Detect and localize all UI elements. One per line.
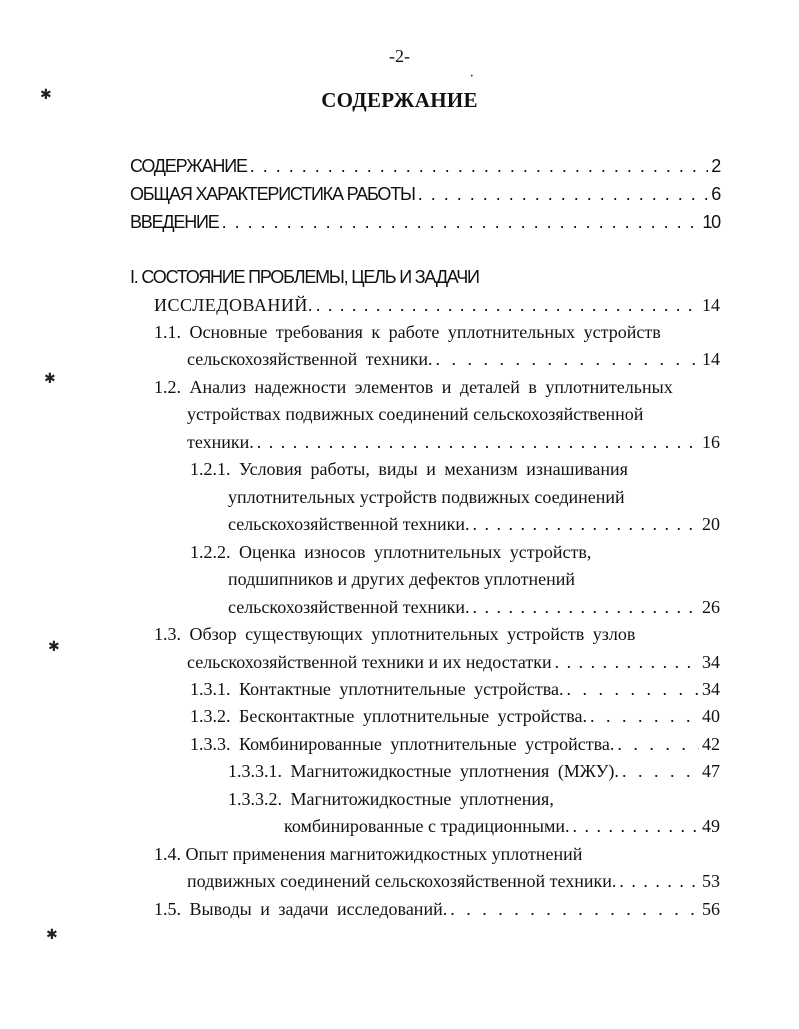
scan-speck-mark: ✱ <box>48 639 60 655</box>
toc-entry-title: сельскохозяйственной техники. <box>187 349 433 369</box>
dot-leader <box>418 181 708 207</box>
dot-leader <box>622 758 699 784</box>
dot-leader <box>257 429 699 455</box>
toc-entry-page: 14 <box>702 349 720 369</box>
page-title: СОДЕРЖАНИЕ <box>321 88 478 112</box>
dot-leader <box>316 292 699 318</box>
dot-leader <box>567 676 700 702</box>
toc-entry-title: СОДЕРЖАНИЕ <box>130 156 247 176</box>
toc-entry-general <box>130 181 720 207</box>
toc-entry-page: 2 <box>711 156 720 176</box>
toc-entry-page: 34 <box>702 652 720 672</box>
page-number: -2- <box>389 46 410 66</box>
toc-entry-title: ВВЕДЕНИЕ <box>130 212 219 232</box>
dot-leader <box>617 731 699 757</box>
toc-entry-title: 1.2. Анализ надежности элементов и деталей в уплотнительных <box>154 377 673 397</box>
toc-entry-title: подвижных соединений сельскохозяйственной техники. <box>187 871 617 891</box>
dot-leader <box>590 703 699 729</box>
toc-entry-title: 1.4. Опыт применения магнитожидкостных уплотнений <box>154 844 583 864</box>
toc-section-1-3-1 <box>190 676 720 702</box>
toc-entry-title: сельскохозяйственной техники. <box>228 597 470 617</box>
toc-entry-title: техники. <box>187 432 254 452</box>
toc-entry-page: 6 <box>711 184 720 204</box>
toc-section-1-1-cont <box>187 346 720 372</box>
toc-entry-title: комбинированные с традиционными. <box>284 816 570 836</box>
toc-section-1-2-2 <box>190 539 720 565</box>
toc-entry-title: 1.1. Основные требования к работе уплотнительных устройств <box>154 322 661 342</box>
toc-entry-title: ИССЛЕДОВАНИЙ. <box>154 295 313 315</box>
toc-entry-title: 1.3.3.1. Магнитожидкостные уплотнения (МЖУ). <box>228 761 619 781</box>
toc-section-1-1 <box>154 319 720 345</box>
toc-section-1-2-2-cont <box>228 594 720 620</box>
toc-entry-title: 1.3.3. Комбинированные уплотнительные устройства. <box>190 734 615 754</box>
toc-entry-title: 1.3. Обзор существующих уплотнительных устройств узлов <box>154 624 636 644</box>
toc-entry-page: 26 <box>702 597 720 617</box>
dot-leader <box>473 594 700 620</box>
toc-section-1-2-cont1 <box>187 401 720 427</box>
toc-section-1-4-cont <box>187 868 720 894</box>
dot-leader <box>573 813 699 839</box>
scan-dot-mark: • <box>470 73 474 80</box>
toc-section-1-3-3-1 <box>228 758 720 784</box>
toc-section-1-3-3-2-cont <box>284 813 720 839</box>
toc-section-1-5 <box>154 896 720 922</box>
toc-entry-page: 34 <box>702 679 720 699</box>
toc-section-1-3-2 <box>190 703 720 729</box>
dot-leader <box>436 346 700 372</box>
toc-chapter-1-title <box>130 264 720 290</box>
dot-leader <box>619 868 699 894</box>
toc-entry-page: 14 <box>702 295 720 315</box>
dot-leader <box>222 209 700 235</box>
toc-entry-page: 53 <box>702 871 720 891</box>
dot-leader <box>555 649 699 675</box>
toc-entry-title: сельскохозяйственной техники. <box>228 514 470 534</box>
toc-section-1-3 <box>154 621 720 647</box>
toc-entry-page: 47 <box>702 761 720 781</box>
toc-entry-title: 1.2.1. Условия работы, виды и механизм изнашивания <box>190 459 628 479</box>
scan-speck-mark: ✱ <box>40 87 52 103</box>
toc-entry-title: 1.5. Выводы и задачи исследований. <box>154 899 448 919</box>
dot-leader <box>473 511 700 537</box>
toc-section-1-4 <box>154 841 720 867</box>
toc-entry-title: 1.2.2. Оценка износов уплотнительных устройств, <box>190 542 592 562</box>
toc-entry-title: 1.3.3.2. Магнитожидкостные уплотнения, <box>228 789 554 809</box>
toc-entry-page: 16 <box>702 432 720 452</box>
toc-entry-page: 20 <box>702 514 720 534</box>
toc-section-1-3-3-2 <box>228 786 720 812</box>
toc-entry-title: устройствах подвижных соединений сельскохозяйственной <box>187 404 644 424</box>
toc-entry-title: 1.3.1. Контактные уплотнительные устройства. <box>190 679 564 699</box>
toc-entry-title: I. СОСТОЯНИЕ ПРОБЛЕМЫ, ЦЕЛЬ И ЗАДАЧИ <box>130 267 479 287</box>
toc-entry-page: 49 <box>702 816 720 836</box>
toc-entry-title: сельскохозяйственной техники и их недостатки <box>187 652 552 672</box>
scan-speck-mark: ✱ <box>44 371 56 387</box>
toc-entry-intro <box>130 209 720 235</box>
toc-section-1-2-cont <box>187 429 720 455</box>
toc-entry-title: подшипников и других дефектов уплотнений <box>228 569 575 589</box>
toc-section-1-2-1-cont <box>228 511 720 537</box>
dot-leader <box>250 153 708 179</box>
scan-speck-mark: ✱ <box>46 927 58 943</box>
dot-leader <box>450 896 699 922</box>
toc-entry-page: 56 <box>702 899 720 919</box>
toc-section-1-2-1 <box>190 456 720 482</box>
toc-section-1-2-2-cont1 <box>228 566 720 592</box>
toc-section-1-2-1-cont1 <box>228 484 720 510</box>
toc-entry-title: ОБЩАЯ ХАРАКТЕРИСТИКА РАБОТЫ <box>130 184 415 204</box>
toc-entry-page: 40 <box>702 706 720 726</box>
toc-chapter-1-cont <box>154 292 720 318</box>
toc-section-1-2 <box>154 374 720 400</box>
toc-section-1-3-cont <box>187 649 720 675</box>
toc-section-1-3-3 <box>190 731 720 757</box>
toc-entry-page: 10 <box>702 212 720 232</box>
toc-entry-title: 1.3.2. Бесконтактные уплотнительные устройства. <box>190 706 587 726</box>
toc-entry-title: уплотнительных устройств подвижных соединений <box>228 487 625 507</box>
toc-entry-page: 42 <box>702 734 720 754</box>
toc-entry-contents <box>130 153 720 179</box>
